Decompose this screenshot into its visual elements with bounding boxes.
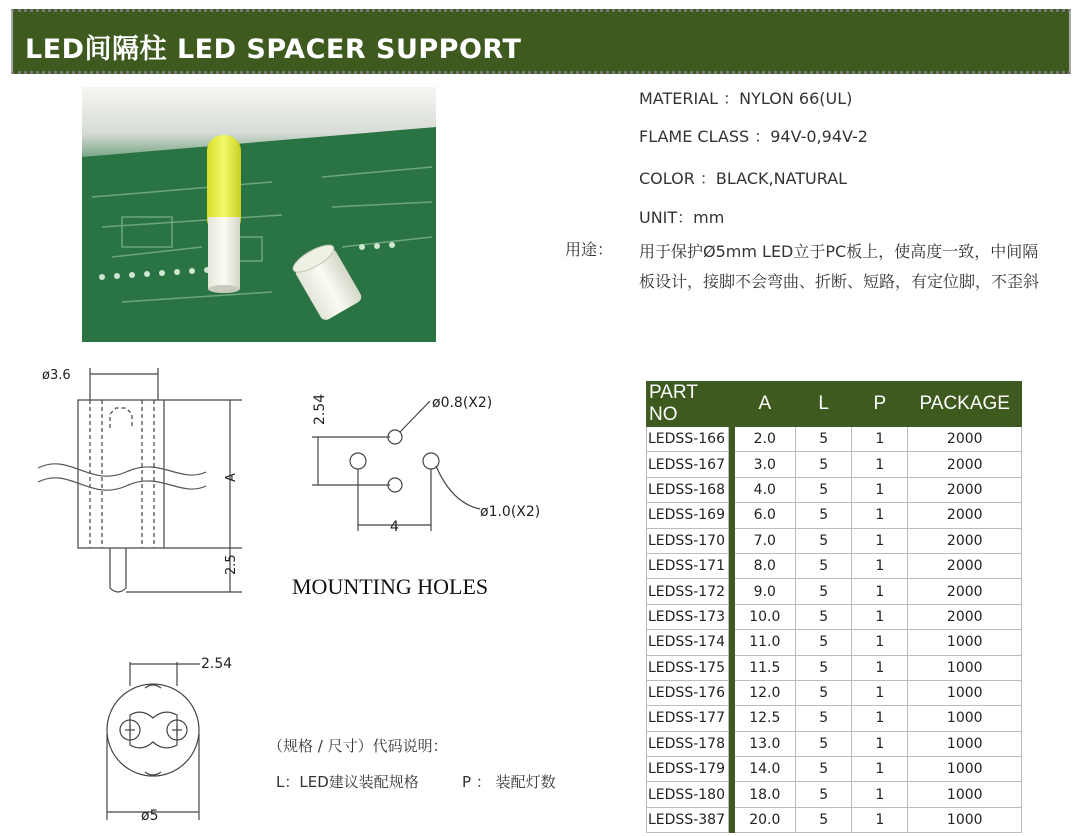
cell-package: 1000 <box>908 680 1022 705</box>
cell-package: 2000 <box>908 604 1022 629</box>
cell-package: 1000 <box>908 706 1022 731</box>
cell-part-no: LEDSS-167 <box>647 452 729 477</box>
cell-a: 13.0 <box>734 731 796 756</box>
cell-a: 12.5 <box>734 706 796 731</box>
cell-package: 2000 <box>908 579 1022 604</box>
spec-material: MATERIAL ：NYLON 66(UL) <box>639 89 853 108</box>
cell-package: 1000 <box>908 655 1022 680</box>
spec-unit: UNIT：mm <box>639 208 725 227</box>
side-a-label: A <box>224 473 239 482</box>
cell-l: 5 <box>796 604 852 629</box>
cell-package: 1000 <box>908 807 1022 832</box>
cell-part-no: LEDSS-169 <box>647 503 729 528</box>
cell-a: 9.0 <box>734 579 796 604</box>
cell-part-no: LEDSS-166 <box>647 427 729 452</box>
product-photo <box>82 87 436 342</box>
table-row <box>647 782 1022 807</box>
cell-a: 8.0 <box>734 553 796 578</box>
cell-l: 5 <box>796 630 852 655</box>
holes-small-label: ø0.8(X2) <box>432 395 493 411</box>
cell-l: 5 <box>796 807 852 832</box>
cell-l: 5 <box>796 731 852 756</box>
cell-a: 11.0 <box>734 630 796 655</box>
cell-l: 5 <box>796 782 852 807</box>
cell-part-no: LEDSS-179 <box>647 757 729 782</box>
table-row <box>647 477 1022 502</box>
col-l: L <box>796 382 852 427</box>
cell-l: 5 <box>796 757 852 782</box>
holes-large-label: ø1.0(X2) <box>480 504 541 520</box>
cell-package: 1000 <box>908 782 1022 807</box>
table-row <box>647 630 1022 655</box>
cell-l: 5 <box>796 477 852 502</box>
cell-l: 5 <box>796 503 852 528</box>
cell-a: 12.0 <box>734 680 796 705</box>
cell-package: 1000 <box>908 630 1022 655</box>
usage-text: 用于保护Ø5mm LED立于PC板上，使高度一致，中间隔板设计，接脚不会弯曲、折断、短路，有定位脚，不歪斜 <box>639 242 1040 291</box>
table-row <box>647 553 1022 578</box>
cell-part-no: LEDSS-175 <box>647 655 729 680</box>
cell-a: 7.0 <box>734 528 796 553</box>
cell-part-no: LEDSS-178 <box>647 731 729 756</box>
spec-color: COLOR ：BLACK,NATURAL <box>639 169 848 188</box>
code-legend-l: L：LED建议装配规格 <box>276 773 419 791</box>
table-row <box>647 604 1022 629</box>
cell-part-no: LEDSS-174 <box>647 630 729 655</box>
cell-l: 5 <box>796 427 852 452</box>
side-dia-label: ø3.6 <box>42 368 71 383</box>
cell-a: 4.0 <box>734 477 796 502</box>
cell-l: 5 <box>796 579 852 604</box>
cell-p: 1 <box>852 503 908 528</box>
cell-p: 1 <box>852 630 908 655</box>
holes-pitch-v-label: 2.54 <box>312 393 328 425</box>
cell-package: 1000 <box>908 731 1022 756</box>
cell-l: 5 <box>796 706 852 731</box>
cell-a: 18.0 <box>734 782 796 807</box>
cell-p: 1 <box>852 553 908 578</box>
table-row <box>647 655 1022 680</box>
cell-p: 1 <box>852 782 908 807</box>
cell-part-no: LEDSS-170 <box>647 528 729 553</box>
cell-package: 2000 <box>908 503 1022 528</box>
table-row <box>647 757 1022 782</box>
cell-p: 1 <box>852 604 908 629</box>
code-legend-p: P ： 装配灯数 <box>462 773 556 791</box>
cell-p: 1 <box>852 579 908 604</box>
table-row <box>647 807 1022 832</box>
cell-p: 1 <box>852 807 908 832</box>
col-p: P <box>852 382 908 427</box>
cell-p: 1 <box>852 655 908 680</box>
cell-package: 2000 <box>908 528 1022 553</box>
cell-package: 2000 <box>908 427 1022 452</box>
holes-pitch-h-label: 4 <box>390 519 399 535</box>
cell-part-no: LEDSS-173 <box>647 604 729 629</box>
col-part-no: PART NO <box>647 382 729 427</box>
table-row <box>647 427 1022 452</box>
top-view-drawing <box>95 650 255 825</box>
code-legend-title: （规格 / 尺寸）代码说明： <box>268 737 448 755</box>
cell-p: 1 <box>852 680 908 705</box>
cell-a: 10.0 <box>734 604 796 629</box>
cell-p: 1 <box>852 427 908 452</box>
spec-flame-class: FLAME CLASS ：94V-0,94V-2 <box>639 127 868 146</box>
table-header-row <box>647 382 1022 427</box>
parts-table <box>646 381 1022 833</box>
col-a: A <box>734 382 796 427</box>
cell-p: 1 <box>852 452 908 477</box>
cell-p: 1 <box>852 757 908 782</box>
mounting-holes-caption: MOUNTING HOLES <box>292 574 489 599</box>
usage-label: 用途： <box>565 240 614 259</box>
cell-l: 5 <box>796 452 852 477</box>
parts-table-body <box>647 427 1022 833</box>
side-lead-label: 2.5 <box>224 554 239 575</box>
cell-a: 6.0 <box>734 503 796 528</box>
cell-p: 1 <box>852 731 908 756</box>
cell-p: 1 <box>852 706 908 731</box>
cell-a: 14.0 <box>734 757 796 782</box>
cell-l: 5 <box>796 680 852 705</box>
col-package: PACKAGE <box>908 382 1022 427</box>
cell-l: 5 <box>796 553 852 578</box>
cell-part-no: LEDSS-176 <box>647 680 729 705</box>
table-row <box>647 503 1022 528</box>
cell-p: 1 <box>852 477 908 502</box>
mounting-holes-drawing <box>300 385 570 545</box>
table-row <box>647 579 1022 604</box>
table-row <box>647 528 1022 553</box>
cell-part-no: LEDSS-387 <box>647 807 729 832</box>
cell-a: 20.0 <box>734 807 796 832</box>
cell-l: 5 <box>796 655 852 680</box>
table-row <box>647 706 1022 731</box>
cell-part-no: LEDSS-171 <box>647 553 729 578</box>
cell-part-no: LEDSS-168 <box>647 477 729 502</box>
cell-part-no: LEDSS-177 <box>647 706 729 731</box>
top-dia-label: ø5 <box>141 808 159 824</box>
cell-a: 11.5 <box>734 655 796 680</box>
table-row <box>647 452 1022 477</box>
cell-p: 1 <box>852 528 908 553</box>
top-pitch-label: 2.54 <box>201 656 233 672</box>
side-view-drawing <box>30 360 270 620</box>
cell-package: 2000 <box>908 553 1022 578</box>
cell-package: 2000 <box>908 477 1022 502</box>
cell-package: 1000 <box>908 757 1022 782</box>
cell-a: 3.0 <box>734 452 796 477</box>
cell-l: 5 <box>796 528 852 553</box>
header-banner <box>11 9 1071 74</box>
cell-part-no: LEDSS-172 <box>647 579 729 604</box>
cell-part-no: LEDSS-180 <box>647 782 729 807</box>
cell-a: 2.0 <box>734 427 796 452</box>
table-row <box>647 731 1022 756</box>
page-title: LED间隔柱 LED SPACER SUPPORT <box>25 34 522 65</box>
table-row <box>647 680 1022 705</box>
cell-package: 2000 <box>908 452 1022 477</box>
